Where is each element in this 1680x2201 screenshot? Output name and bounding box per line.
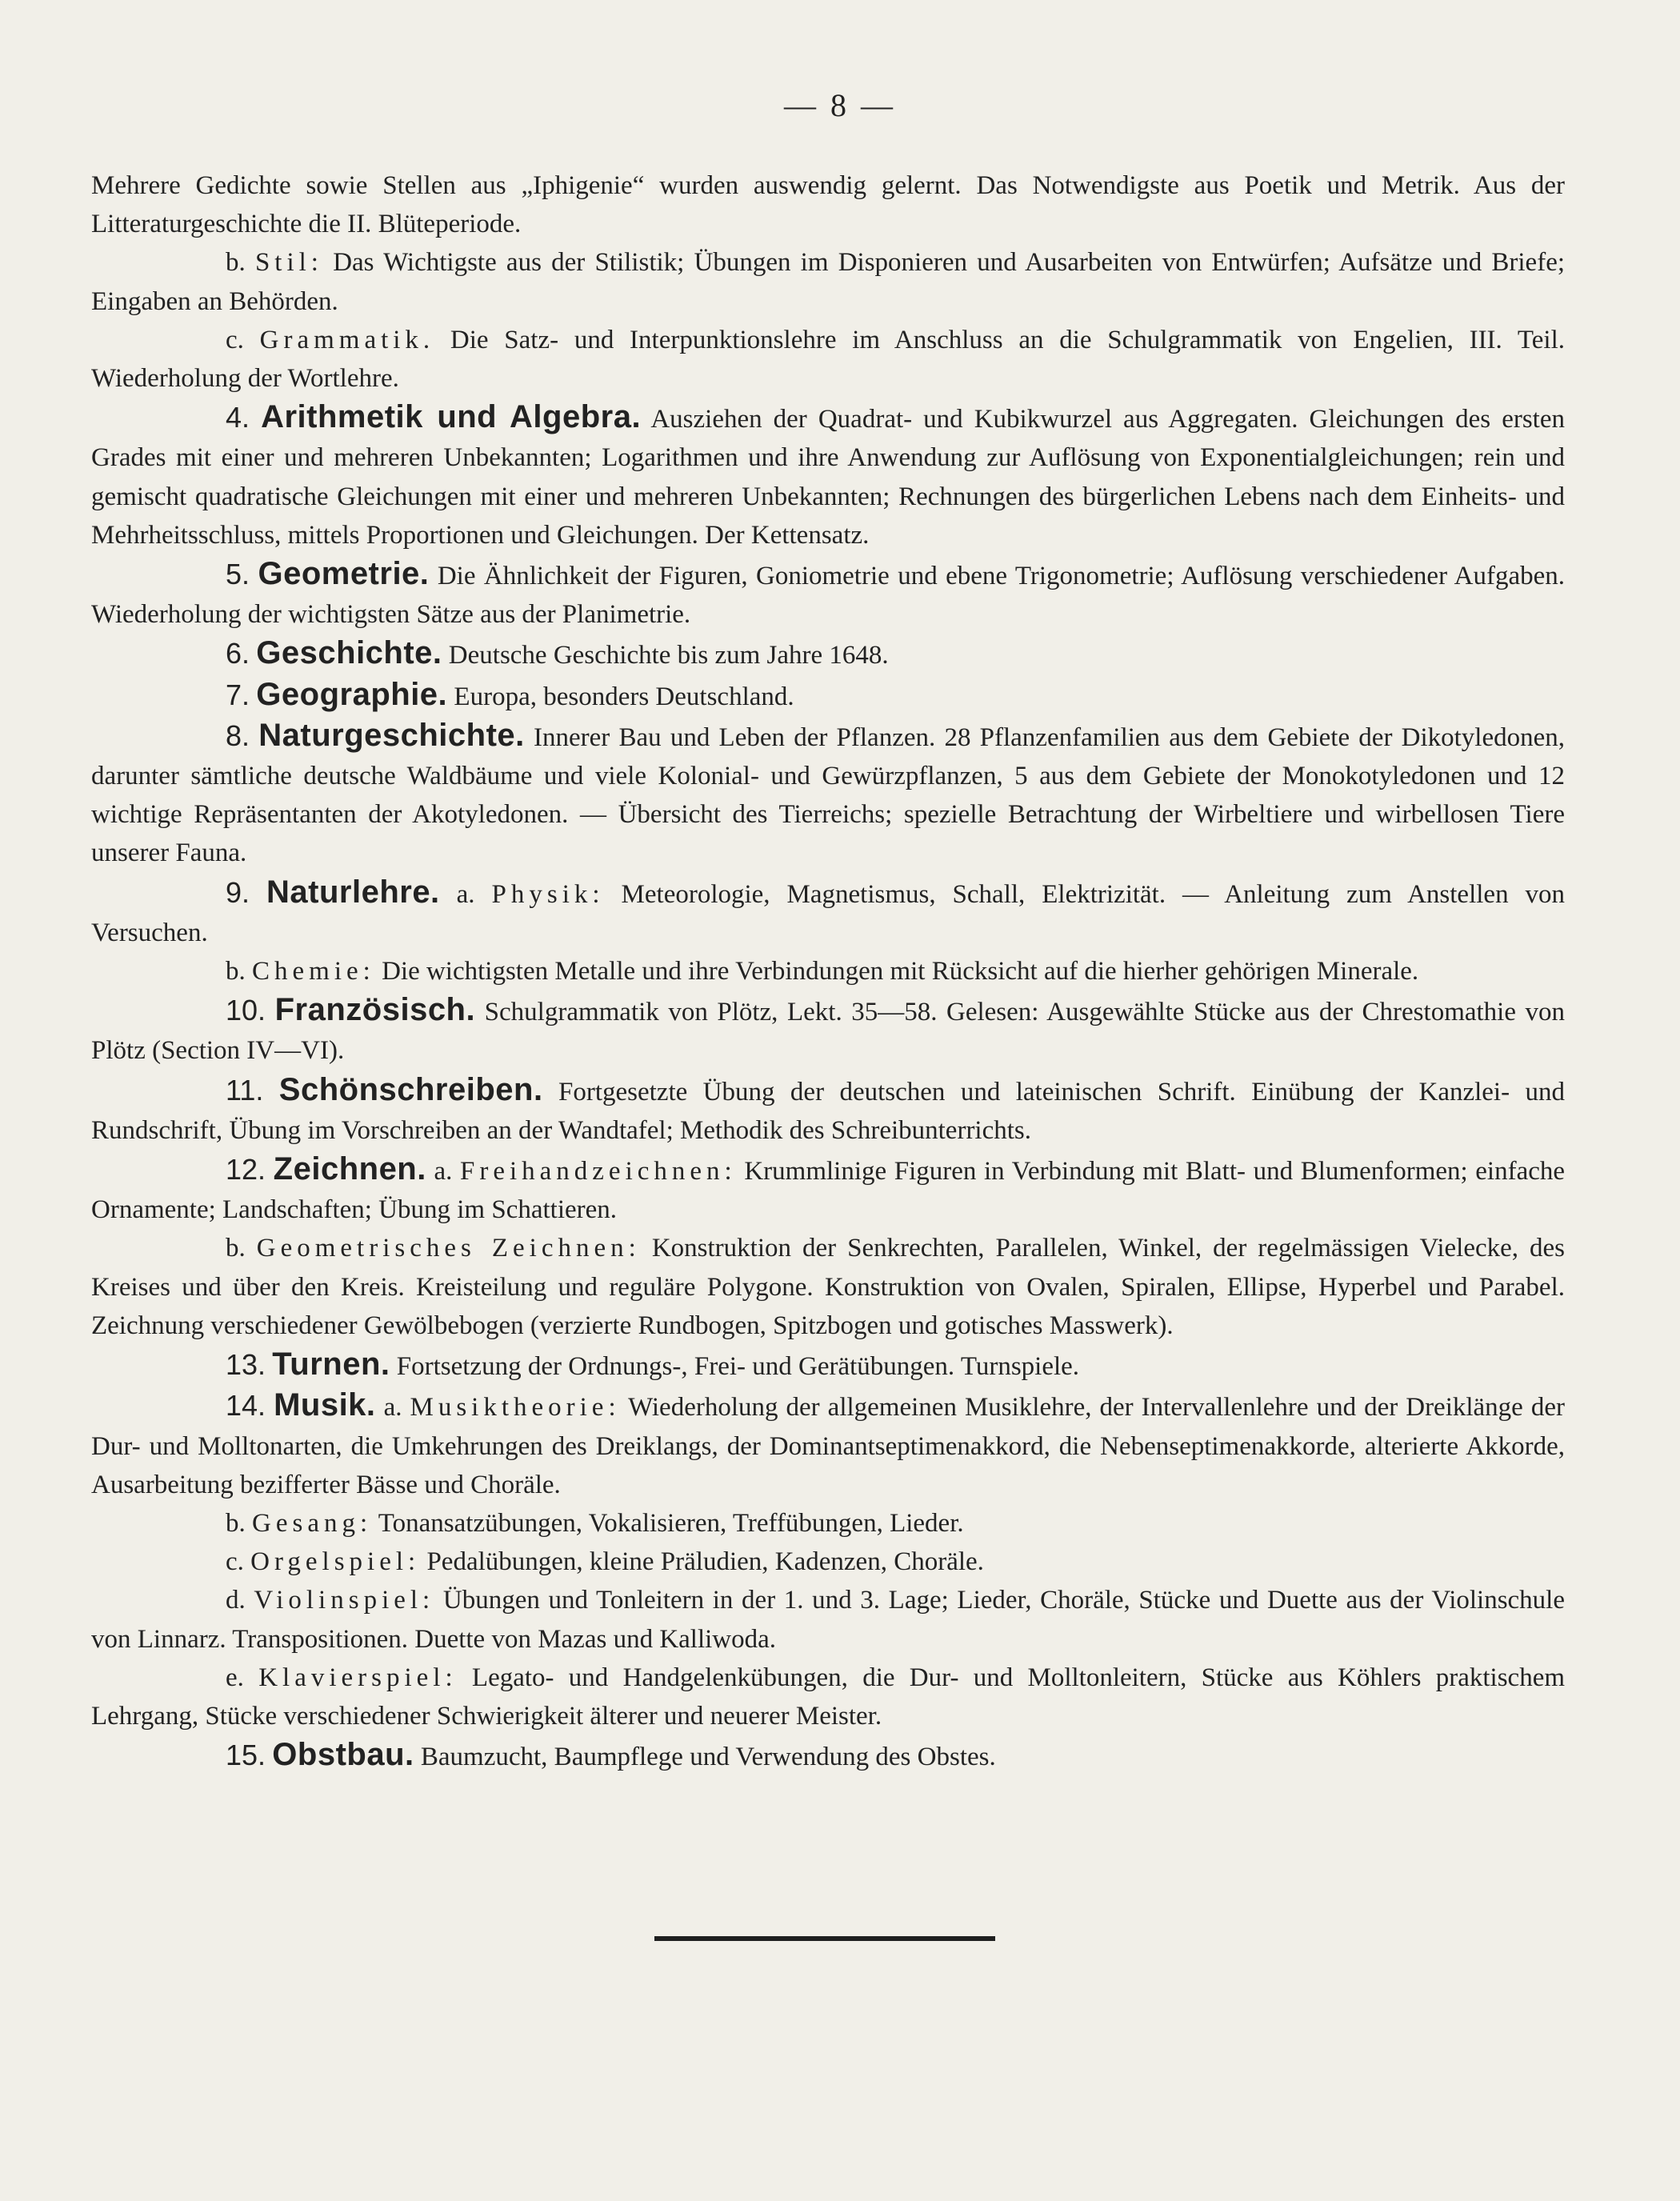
section-number: 5. xyxy=(226,558,250,591)
section-naturlehre xyxy=(91,873,1565,952)
item-letter: b. xyxy=(226,248,246,278)
section-number: 12. xyxy=(226,1153,266,1187)
paragraph-text: Ausziehen der Quadrat- und Kubikwurzel aus Aggregaten. Gleichungen des ersten Grades mit einer und mehreren Unbekannten; Logarithmen und ihre Anwendung zur Auflösung von Exponentialgleichungen; rein und gemischt quadratische Gleichungen mit einer und mehreren Unbekannten; Rechnungen des bürgerlichen Lebens nach dem Einheits- und Mehrheitsschluss, mittels Proportionen und Gleichungen. Der Kettensatz. xyxy=(91,405,1565,550)
item-letter: a. xyxy=(383,1393,402,1423)
paragraph-text: Tonansatzübungen, Vokalisieren, Treffübungen, Lieder. xyxy=(378,1508,964,1538)
section-number: 14. xyxy=(226,1389,266,1423)
section-number: 10. xyxy=(226,994,266,1027)
section-heading: Naturlehre. xyxy=(266,874,440,910)
section-schoenschreiben xyxy=(91,1070,1565,1150)
section-franzoesisch xyxy=(91,990,1565,1070)
section-number: 7. xyxy=(226,678,250,711)
item-letter: e. xyxy=(226,1663,244,1692)
item-letter: a. xyxy=(456,879,475,909)
paragraph-text: Die wichtigsten Metalle und ihre Verbindungen mit Rücksicht auf die hierher gehörigen Minerale. xyxy=(382,957,1419,986)
section-musik xyxy=(91,1386,1565,1504)
section-heading: Schönschreiben. xyxy=(278,1071,543,1107)
section-geschichte xyxy=(91,634,1565,674)
item-title: Chemie: xyxy=(252,957,375,986)
paragraph-geometrisches-zeichnen xyxy=(91,1229,1565,1345)
paragraph-text: Mehrere Gedichte sowie Stellen aus „Iphigenie“ wurden auswendig gelernt. Das Notwendigste aus Poetik und Metrik. Aus der Litteraturgeschichte die II. Blüteperiode. xyxy=(91,171,1565,239)
page-number: — 8 — xyxy=(784,87,896,123)
item-letter: d. xyxy=(226,1586,246,1615)
section-heading: Zeichnen. xyxy=(273,1151,426,1187)
section-heading: Geographie. xyxy=(256,676,448,712)
section-number: 11. xyxy=(226,1073,264,1107)
item-title: Freihandzeichnen: xyxy=(459,1157,737,1187)
paragraph-text: Wiederholung der allgemeinen Musiklehre, der Intervallenlehre und der Dreiklänge der Dur- und Molltonarten, die Umkehrungen des Dreiklangs, der Dominantseptimenakkord, die Nebenseptimenakkorde, alterierte Akkorde, Ausarbeitung bezifferter Bässe und Choräle. xyxy=(91,1393,1565,1499)
section-naturgeschichte xyxy=(91,716,1565,873)
paragraph-text: Baumzucht, Baumpflege und Verwendung des Obstes. xyxy=(420,1743,996,1772)
section-heading: Turnen. xyxy=(272,1347,390,1383)
paragraph-text: Krummlinige Figuren in Verbindung mit Blatt- und Blumenformen; einfache Ornamente; Landschaften; Übung im Schattieren. xyxy=(91,1157,1566,1225)
item-title: Gesang: xyxy=(252,1508,373,1538)
item-letter: a. xyxy=(434,1157,453,1187)
paragraph-grammatik xyxy=(91,321,1565,398)
section-obstbau xyxy=(91,1735,1565,1776)
paragraph-text: Innerer Bau und Leben der Pflanzen. 28 Pflanzenfamilien aus dem Gebiete der Dikotyledonen, darunter sämtliche deutsche Waldbäume und viele Kolonial- und Gewürzpflanzen, 5 aus dem Gebiete der Monokotyledonen und 12 wichtige Repräsentanten der Akotyledonen. — Übersicht des Tierreichs; spezielle Betrachtung der Wirbeltiere und wirbellosen Tiere unserer Fauna. xyxy=(91,722,1566,868)
paragraph-text: Die Satz- und Interpunktionslehre im Anschluss an die Schulgrammatik von Engelien, III. Teil. Wiederholung der Wortlehre. xyxy=(91,325,1566,394)
item-title: Grammatik. xyxy=(259,325,435,354)
paragraph-text: Übungen und Tonleitern in der 1. und 3. Lage; Lieder, Choräle, Stücke und Duette aus der Violinschule von Linnarz. Transpositionen. Duette von Mazas und Kalliwoda. xyxy=(91,1586,1565,1654)
paragraph-text: Schulgrammatik von Plötz, Lekt. 35—58. Gelesen: Ausgewählte Stücke aus der Chrestomathie von Plötz (Section IV—VI). xyxy=(91,998,1566,1066)
section-arithmetik xyxy=(91,398,1565,554)
item-letter: b. xyxy=(226,1234,246,1263)
paragraph-klavierspiel xyxy=(91,1659,1565,1735)
paragraph-violinspiel xyxy=(91,1581,1565,1658)
closing-rule xyxy=(654,1936,995,1941)
section-turnen xyxy=(91,1345,1565,1386)
item-title: Klavierspiel: xyxy=(258,1663,458,1692)
section-number: 13. xyxy=(226,1348,266,1382)
paragraph-poetik xyxy=(91,166,1565,243)
paragraph-text: Legato- und Handgelenkübungen, die Dur- und Molltonleitern, Stücke aus Köhlers praktischem Lehrgang, Stücke verschiedener Schwierigkeit älterer und neuerer Meister. xyxy=(91,1663,1566,1731)
paragraph-stil xyxy=(91,243,1565,320)
item-title: Violinspiel: xyxy=(254,1586,435,1615)
section-heading: Naturgeschichte. xyxy=(258,717,525,753)
item-title: Musiktheorie: xyxy=(410,1393,621,1423)
paragraph-text: Fortgesetzte Übung der deutschen und lateinischen Schrift. Einübung der Kanzlei- und Rundschrift, Übung im Vorschreiben an der Wandtafel; Methodik des Schreibunterrichts. xyxy=(91,1077,1565,1145)
item-title: Orgelspiel: xyxy=(250,1547,421,1577)
section-number: 6. xyxy=(226,637,250,670)
paragraph-text: Pedalübungen, kleine Präludien, Kadenzen, Choräle. xyxy=(426,1547,984,1577)
item-title: Physik: xyxy=(491,879,605,909)
section-heading: Geschichte. xyxy=(256,635,442,671)
section-heading: Geometrie. xyxy=(258,556,430,592)
item-title: Geometrisches Zeichnen: xyxy=(256,1234,641,1263)
section-geometrie xyxy=(91,554,1565,634)
paragraph-text: Die Ähnlichkeit der Figuren, Goniometrie und ebene Trigonometrie; Auflösung verschiedener Aufgaben. Wiederholung der wichtigsten Sätze aus der Planimetrie. xyxy=(91,562,1566,630)
paragraph-text: Das Wichtigste aus der Stilistik; Übungen im Disponieren und Ausarbeiten von Entwürfen; Aufsätze und Briefe; Eingaben an Behörden. xyxy=(91,248,1566,316)
item-letter: c. xyxy=(226,325,244,354)
paragraph-text: Konstruktion der Senkrechten, Parallelen, Winkel, der regelmässigen Vielecke, des Kreises und über den Kreis. Kreisteilung und reguläre Polygone. Konstruktion von Ovalen, Spiralen, Ellipse, Hyperbel und Parabel. Zeichnung verschiedener Gewölbebogen (verzierte Rundbogen, Spitzbogen und gotisches Masswerk). xyxy=(91,1234,1566,1340)
item-letter: c. xyxy=(226,1547,244,1577)
section-number: 15. xyxy=(226,1739,266,1772)
paragraph-gesang xyxy=(91,1504,1565,1543)
item-letter: b. xyxy=(226,957,246,986)
section-number: 9. xyxy=(226,875,250,909)
paragraph-chemie xyxy=(91,952,1565,990)
paragraph-text: Europa, besonders Deutschland. xyxy=(454,682,794,711)
section-number: 8. xyxy=(226,718,250,752)
section-zeichnen xyxy=(91,1150,1565,1229)
section-heading: Französisch. xyxy=(274,992,476,1028)
section-geographie xyxy=(91,675,1565,716)
section-number: 4. xyxy=(226,401,250,434)
section-heading: Obstbau. xyxy=(272,1737,414,1773)
item-title: Stil: xyxy=(254,248,323,278)
paragraph-text: Deutsche Geschichte bis zum Jahre 1648. xyxy=(448,641,889,670)
document-body xyxy=(91,166,1565,1776)
item-letter: b. xyxy=(226,1508,246,1538)
section-heading: Musik. xyxy=(274,1387,376,1423)
paragraph-orgelspiel xyxy=(91,1543,1565,1581)
paragraph-text: Fortsetzung der Ordnungs-, Frei- und Gerätübungen. Turnspiele. xyxy=(396,1352,1080,1382)
section-heading: Arithmetik und Algebra. xyxy=(261,399,642,435)
paragraph-text: Meteorologie, Magnetismus, Schall, Elektrizität. — Anleitung zum Anstellen von Versuchen. xyxy=(91,879,1566,947)
